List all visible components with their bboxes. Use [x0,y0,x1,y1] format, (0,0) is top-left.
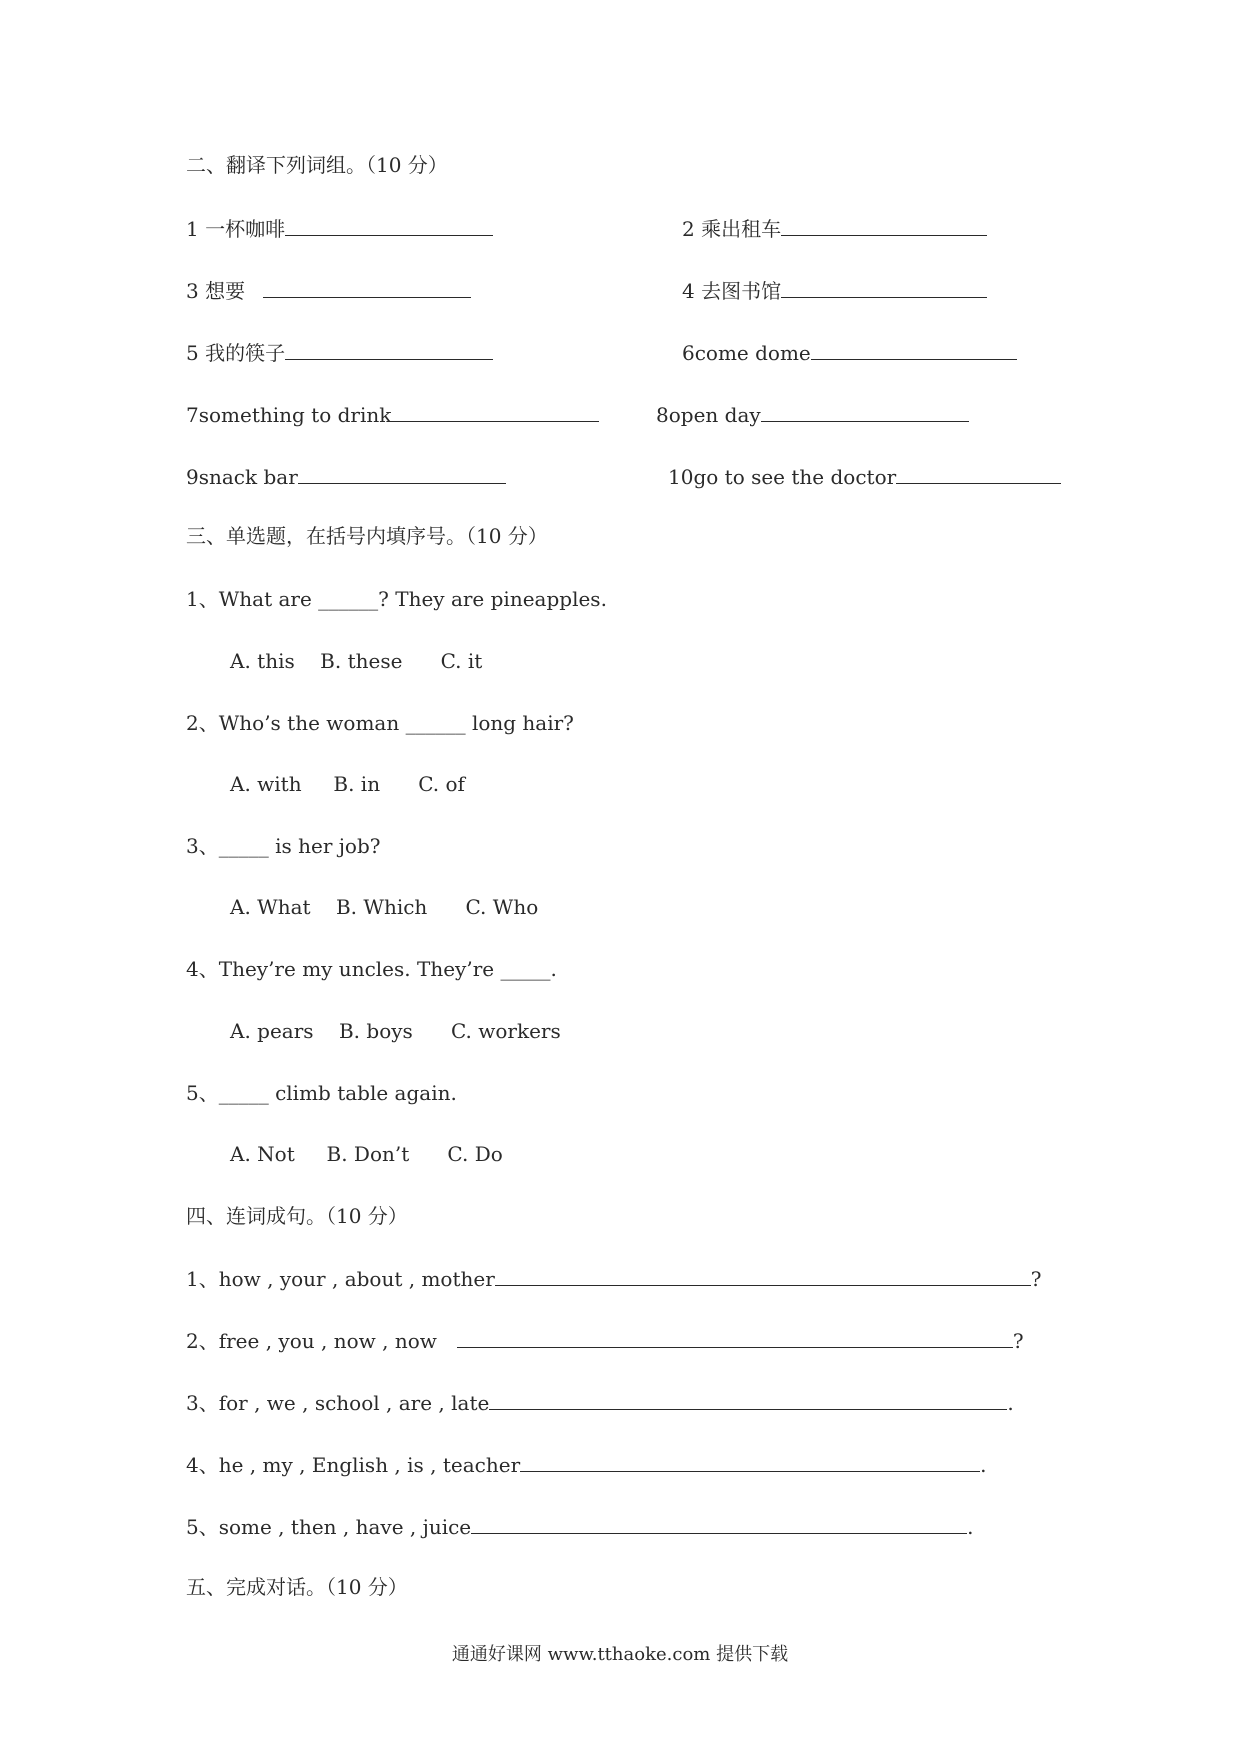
translate-item-9: 9snack bar [186,463,506,490]
section5-title: 五、完成对话。（10 分） [186,1575,408,1599]
answer-blank[interactable] [495,1265,1031,1286]
answer-blank[interactable] [811,339,1017,360]
answer-blank[interactable] [457,1327,1013,1348]
section4-title: 四、连词成句。（10 分） [186,1204,408,1228]
answer-blank[interactable] [285,339,493,360]
answer-blank[interactable] [489,1389,1007,1410]
translate-item-5: 5 我的筷子 [186,339,493,366]
question-4-options: A. pears B. boys C. workers [230,1019,561,1043]
section3-title: 三、单选题，在括号内填序号。（10 分） [186,524,548,548]
translate-item-10: 10go to see the doctor [668,463,1061,490]
sentence-item-2: 2、free , you , now , now ? [186,1329,1024,1353]
translate-item-3: 3 想要 [186,277,471,304]
answer-blank[interactable] [298,463,506,484]
question-2: 2、Who’s the woman ______ long hair? [186,711,574,735]
sentence-item-1: 1、how , your , about , mother ? [186,1267,1042,1291]
section2-title: 二、翻译下列词组。（10 分） [186,153,448,177]
question-5-options: A. Not B. Don’t C. Do [230,1142,503,1166]
sentence-item-5: 5、some , then , have , juice . [186,1515,974,1539]
translate-item-1: 1 一杯咖啡 [186,215,493,242]
translate-item-2: 2 乘出租车 [682,215,987,242]
question-4: 4、They’re my uncles. They’re _____. [186,957,557,981]
answer-blank[interactable] [471,1513,967,1534]
translate-item-4: 4 去图书馆 [682,277,987,304]
question-1: 1、What are ______? They are pineapples. [186,587,607,611]
question-2-options: A. with B. in C. of [230,772,465,796]
sentence-item-4: 4、he , my , English , is , teacher . [186,1453,987,1477]
question-5: 5、_____ climb table again. [186,1081,457,1105]
answer-blank[interactable] [761,401,969,422]
question-3-options: A. What B. Which C. Who [230,895,539,919]
sentence-item-3: 3、for , we , school , are , late . [186,1391,1014,1415]
answer-blank[interactable] [263,277,471,298]
answer-blank[interactable] [781,277,987,298]
answer-blank[interactable] [896,463,1061,484]
translate-item-7: 7something to drink [186,401,599,428]
answer-blank[interactable] [285,215,493,236]
answer-blank[interactable] [781,215,987,236]
translate-item-8: 8open day [656,401,969,428]
answer-blank[interactable] [391,401,599,422]
translate-item-6: 6come dome [682,339,1017,366]
footer-credit: 通通好课网 www.tthaoke.com 提供下载 [451,1644,789,1665]
question-1-options: A. this B. these C. it [230,649,483,673]
question-3: 3、_____ is her job? [186,834,381,858]
answer-blank[interactable] [520,1451,980,1472]
